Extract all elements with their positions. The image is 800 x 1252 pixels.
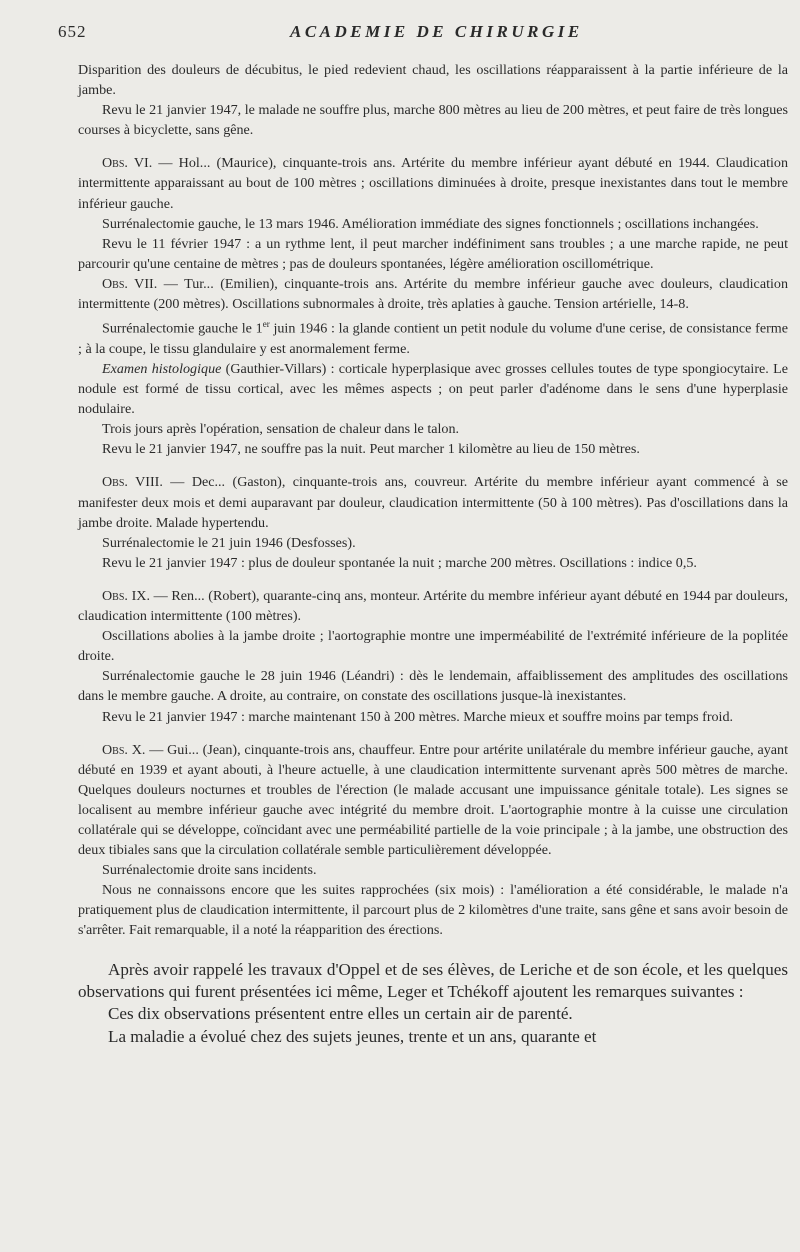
observation-label: Obs. VI. (102, 155, 153, 172)
text-segment: Nous ne connaissons encore que les suites rapprochées (six mois) : l'amélioration a été considérable, le malade n'a pratiquement plus de claudication intermittente, il parcourt plus de 2 kilomètres d'une traite, sans gêne et sans avoir besoin de s'arrêter. Fait remarquable, il a noté la réapparition des érections. (78, 882, 788, 939)
paragraph-gap (78, 140, 788, 153)
discussion-text (78, 959, 788, 1049)
running-head (58, 22, 780, 46)
paragraph (78, 533, 788, 553)
paragraph (78, 60, 788, 100)
text-segment: Après avoir rappelé les travaux d'Oppel et de ses élèves, de Leriche et de son école, et les quelques observations qui furent présentées ici même, Leger et Tchékoff ajoutent les remarques suivantes : (78, 959, 788, 1001)
text-segment: — Hol... (Maurice), cinquante-trois ans. Artérite du membre inférieur ayant débuté en 1944. Claudication intermittente apparaissant au bout de 100 mètres ; oscillations diminuées à droite, presque inexistantes dans tout le membre inférieur gauche. (78, 155, 788, 212)
text-segment: juin 1946 : la glande contient un petit nodule du volume d'une cerise, de consistance ferme ; à la coupe, le tissu glandulaire y est anormalement ferme. (78, 320, 788, 357)
text-segment: Ces dix observations présentent entre elles un certain air de parenté. (108, 1004, 573, 1024)
paragraph (78, 359, 788, 419)
paragraph (78, 626, 788, 666)
paragraph (78, 666, 788, 706)
paragraph (78, 740, 788, 861)
paragraph-gap (78, 459, 788, 472)
paragraph (78, 553, 788, 573)
paragraph (78, 959, 788, 1004)
text-segment: Surrénalectomie gauche le 1 (102, 320, 263, 337)
text-segment: (Gauthier-Villars) : corticale hyperplasique avec grosses cellules toutes de type spongiocytaire. Le nodule est formé de tissu cortical, avec les mêmes aspects ; on peut parler d'adénome dans le sens d'une hyperplasie nodulaire. (78, 361, 788, 418)
text-segment: Revu le 21 janvier 1947, ne souffre pas la nuit. Peut marcher 1 kilomètre au lieu de 150 mètres. (102, 441, 640, 458)
case-reports (78, 60, 788, 941)
text-segment: Oscillations abolies à la jambe droite ; l'aortographie montre une imperméabilité de l'extrémité inférieure de la poplitée droite. (78, 628, 788, 665)
article-body (78, 60, 788, 1048)
text-segment: Surrénalectomie gauche le 28 juin 1946 (Léandri) : dès le lendemain, affaiblissement des amplitudes des oscillations dans le membre gauche. A droite, au contraire, on constate des oscillations jusque-là inexistantes. (78, 668, 788, 705)
paragraph (78, 860, 788, 880)
text-segment: Surrénalectomie gauche, le 13 mars 1946. Amélioration immédiate des signes fonctionnels ; oscillations inchangées. (102, 215, 759, 232)
text-segment: — Gui... (Jean), cinquante-trois ans, chauffeur. Entre pour artérite unilatérale du membre inférieur gauche, ayant débuté en 1939 et ayant abouti, à l'heure actuelle, à une claudication intermittente survenant après 500 mètres de marche. Quelques douleurs nocturnes et troubles de l'érection (le malade accusant une impuissance génitale totale). Les signes se localisent au membre inférieur gauche avec intégrité du membre droit. L'aortographie montre à la cuisse une circulation collatérale qui se développe, coïncidant avec une perméabilité partielle de la voie principale ; à la jambe, une obstruction des deux tibiales sans que la circulation collatérale semble particulièrement développée. (78, 741, 788, 859)
paragraph (78, 234, 788, 274)
paragraph (78, 314, 788, 359)
paragraph (78, 1026, 788, 1048)
observation-label: Obs. VII. (102, 275, 158, 292)
text-segment: — Tur... (Emilien), cinquante-trois ans. Artérite du membre inférieur gauche avec douleurs, claudication intermittente (200 mètres). Oscillations subnormales à droite, très aplaties à gauche. Tension artérielle, 14-8. (78, 275, 788, 313)
paragraph (78, 419, 788, 439)
paragraph (78, 153, 788, 213)
paragraph (78, 214, 788, 234)
paragraph (78, 439, 788, 459)
observation-label: Obs. VIII. (102, 474, 163, 491)
text-segment: Surrénalectomie le 21 juin 1946 (Desfosses). (102, 534, 356, 551)
text-segment: Surrénalectomie droite sans incidents. (102, 862, 317, 879)
text-segment: — Dec... (Gaston), cinquante-trois ans, couvreur. Artérite du membre inférieur ayant commencé à se manifester deux mois et demi auparavant par douleur, claudication intermittente (50 à 100 mètres). Pas d'oscillations dans la jambe droite. Malade hypertendu. (78, 474, 789, 531)
paragraph (78, 100, 788, 140)
paragraph-gap (78, 573, 788, 586)
paragraph (78, 880, 788, 940)
page-number: 652 (58, 22, 87, 41)
superscript: er (262, 319, 270, 330)
journal-title: ACADEMIE DE CHIRURGIE (290, 22, 583, 41)
paragraph (78, 586, 788, 626)
paragraph (78, 274, 788, 314)
text-segment: Revu le 21 janvier 1947, le malade ne souffre plus, marche 800 mètres au lieu de 200 mètres, et peut faire de très longues courses à bicyclette, sans gêne. (78, 102, 788, 139)
paragraph (78, 1003, 788, 1025)
paragraph (78, 707, 788, 727)
observation-label: Obs. IX. (102, 587, 150, 604)
text-segment: Disparition des douleurs de décubitus, le pied redevient chaud, les oscillations réapparaissent à la partie inférieure de la jambe. (78, 62, 788, 99)
observation-label: Obs. X. (102, 741, 146, 758)
text-segment: Revu le 11 février 1947 : a un rythme lent, il peut marcher indéfiniment sans troubles ; a une marche rapide, ne peut parcourir qu'une centaine de mètres ; pas de douleurs spontanées, légère amélioration oscillométrique. (78, 235, 788, 272)
text-segment: — Ren... (Robert), quarante-cinq ans, monteur. Artérite du membre inférieur ayant débuté en 1944 par douleurs, claudication intermittente (100 mètres). (78, 587, 788, 625)
text-segment: Revu le 21 janvier 1947 : plus de douleur spontanée la nuit ; marche 200 mètres. Oscillations : indice 0,5. (102, 554, 697, 571)
paragraph (78, 472, 788, 532)
italic-phrase: Examen histologique (102, 361, 222, 377)
text-segment: La maladie a évolué chez des sujets jeunes, trente et un ans, quarante et (108, 1026, 597, 1046)
paragraph-gap (78, 727, 788, 740)
text-segment: Trois jours après l'opération, sensation de chaleur dans le talon. (102, 421, 460, 438)
text-segment: Revu le 21 janvier 1947 : marche maintenant 150 à 200 mètres. Marche mieux et souffre moins par temps froid. (102, 708, 734, 725)
